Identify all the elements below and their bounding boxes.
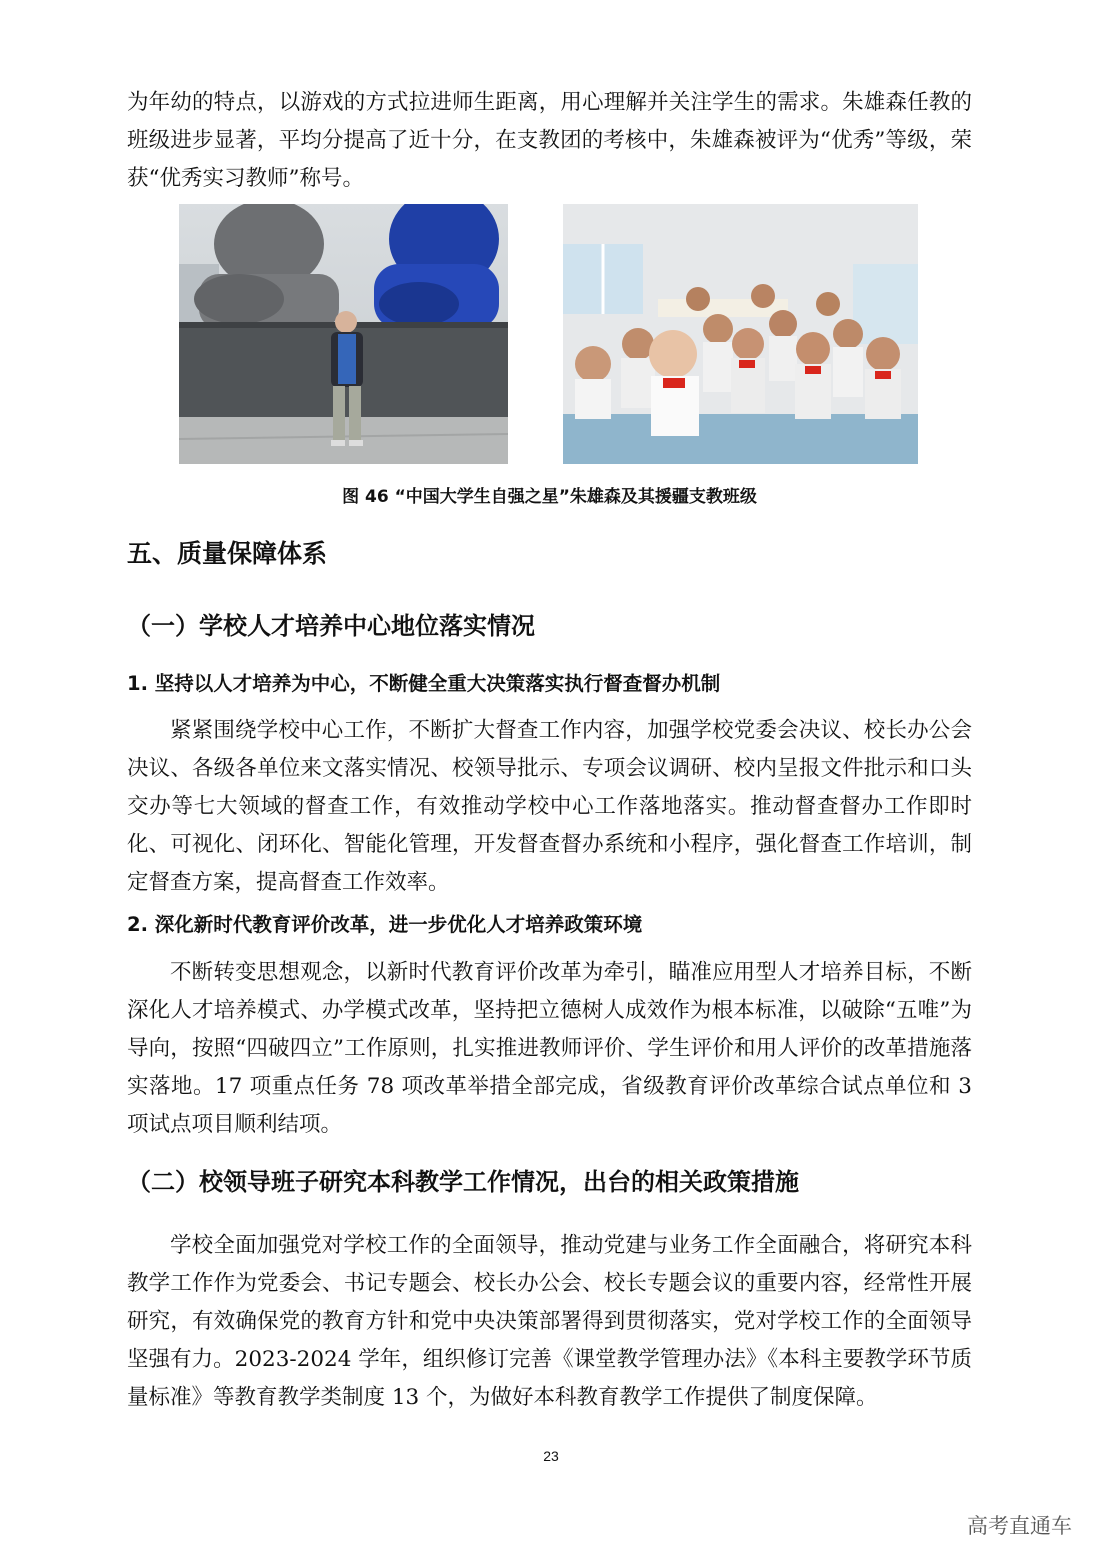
subsection-body-2: 学校全面加强党对学校工作的全面领导，推动党建与业务工作全面融合，将研究本科教学工作作为党委会、书记专题会、校长办公会、校长专题会议的重要内容，经常性开展研究，有效确保党的教育方针和党中央决策部署得到贯彻落实，党对学校工作的全面领导坚强有力。2023-2024 学年，组织修订完善《课堂教学管理办法》《本科主要教学环节质量标准》等教育教学类制度 13 个，为做好本科教育教学工作提供了制度保障。 (127, 1233, 972, 1410)
watermark: 高考直通车 (967, 1514, 1072, 1538)
intro-paragraph: 为年幼的特点，以游戏的方式拉进师生距离，用心理解并关注学生的需求。朱雄森任教的班级进步显著，平均分提高了近十分，在支教团的考核中，朱雄森被评为“优秀”等级，荣获“优秀实习教师”称号。 (127, 90, 972, 191)
item-body-2: 不断转变思想观念，以新时代教育评价改革为牵引，瞄准应用型人才培养目标，不断深化人才培养模式、办学模式改革，坚持把立德树人成效作为根本标准，以破除“五唯”为导向，按照“四破四立”工作原则，扎实推进教师评价、学生评价和用人评价的改革措施落实落地。17 项重点任务 78 项改革举措全部完成，省级教育评价改革综合试点单位和 3 项试点项目顺利结项。 (127, 960, 972, 1137)
page-number: 23 (543, 1448, 559, 1464)
photo-student-with-sculptures (179, 204, 508, 464)
subsection-title-2: （二）校领导班子研究本科教学工作情况，出台的相关政策措施 (127, 1168, 799, 1196)
item-title-2: 2. 深化新时代教育评价改革，进一步优化人才培养政策环境 (127, 913, 643, 936)
photo-classroom-students (563, 204, 918, 464)
figure-caption: 图 46 “中国大学生自强之星”朱雄森及其援疆支教班级 (342, 487, 757, 507)
item-title-1: 1. 坚持以人才培养为中心，不断健全重大决策落实执行督查督办机制 (127, 672, 721, 695)
subsection-title-1: （一）学校人才培养中心地位落实情况 (127, 612, 535, 640)
section-title: 五、质量保障体系 (127, 539, 328, 568)
item-body-1: 紧紧围绕学校中心工作，不断扩大督查工作内容，加强学校党委会决议、校长办公会决议、各级各单位来文落实情况、校领导批示、专项会议调研、校内呈报文件批示和口头交办等七大领域的督查工作，有效推动学校中心工作落地落实。推动督查督办工作即时化、可视化、闭环化、智能化管理，开发督查督办系统和小程序，强化督查工作培训，制定督查方案，提高督查工作效率。 (127, 718, 972, 895)
